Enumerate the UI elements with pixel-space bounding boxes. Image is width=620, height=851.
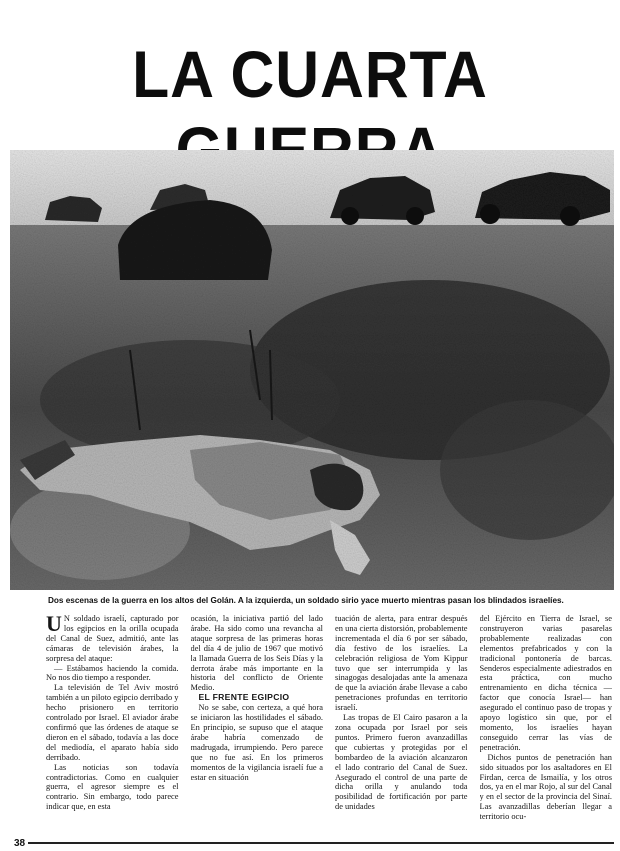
footer-rule bbox=[28, 842, 614, 844]
paragraph: La televisión de Tel Aviv mostró también a un piloto egipcio derribado y hecho prisionero en territorio controlado por Israel. El aviador árabe confirmó que las órdenes de ataque se dieron en el sábado, todavía a las doce del mediodía, el aparato había sido derribado. bbox=[46, 683, 179, 762]
paragraph: — Estábamos haciendo la comida. No nos dio tiempo a responder. bbox=[46, 663, 179, 683]
desert-battlefield-photo-icon bbox=[10, 150, 614, 590]
article-column-2 bbox=[191, 614, 324, 836]
paragraph: tuación de alerta, para entrar después en una cierta distorsión, probablemente incrementada el día 6 por ser sábado, día festivo de los israelíes. La celebración religiosa de Yom Kippur tuvo que ser interrumpida y las sinagogas desalojadas ante la amenaza de que la aviación árabe llevase a cabo penetraciones profundas en territorio israelí. bbox=[335, 614, 468, 713]
article-column-4 bbox=[480, 614, 613, 836]
paragraph: ocasión, la iniciativa partió del lado árabe. Ha sido como una revancha al ataque sorpresa de las primeras horas del día 4 de julio de 1967 que motivó la llamada Guerra de los Seis Días y la derrota árabe más importante en la historia del conflicto de Oriente Medio. bbox=[190, 614, 323, 693]
photo-caption: Dos escenas de la guerra en los altos del Golán. A la izquierda, un soldado sirio yace muerto mientras pasan los blindados israelíes. bbox=[48, 596, 564, 605]
section-subhead: EL FRENTE EGIPCIO bbox=[198, 692, 290, 703]
paragraph: N soldado israelí, capturado por los egipcios en la orilla ocupada del Canal de Suez, admitió, ante las cámaras de televisión árabes, la sorpresa del ataque: bbox=[46, 614, 179, 663]
page-number: 38 bbox=[14, 838, 26, 849]
article-column-1 bbox=[46, 614, 179, 836]
page-headline: LA CUARTA bbox=[132, 37, 488, 111]
dropcap: U bbox=[46, 614, 62, 636]
war-photo bbox=[10, 150, 614, 590]
article-column-3 bbox=[335, 614, 468, 836]
paragraph: Las tropas de El Cairo pasaron a la zona ocupada por Israel por seis puntos. Primero fueron avanzadillas que cubiertas y protegidas por el bombardeo de la aviación alcanzaron el lado contrario del Canal de Suez. Asegurado el control de una parte de dicha orilla y anulando toda posibilidad de fortificación por parte de unidades bbox=[335, 713, 468, 812]
paragraph: del Ejército en Tierra de Israel, se construyeron varias pasarelas probablemente realizadas con elementos prefabricados y con la tradicional pontonería de barcas. Senderos especialmente adiestrados en esta práctica, con mucho entrenamiento en dicha técnica —factor que conocía Israel— han asegurado el continuo paso de tropas y apoyo logístico sin que, por el momento, los israelíes hayan conseguido cerrar las vías de penetración. bbox=[479, 614, 612, 752]
article-body bbox=[46, 614, 612, 836]
paragraph: No se sabe, con certeza, a qué hora se iniciaron las hostilidades el sábado. En principio, se supuso que el ataque árabe habría comenzado de madrugada, irrumpiendo. Pero parece que no fue así. En los primeros momentos de la vigilancia israelí fue a estar en situación bbox=[190, 703, 323, 782]
paragraph: Dichos puntos de penetración han sido situados por los asaltadores en El Firdan, cerca de Ismailía, y los otros dos, ya en el mar Rojo, al sur del Canal y en el sector de la provincia del Sinaí. Las avanzadillas deberían llegar a territorio ocu- bbox=[479, 752, 612, 822]
paragraph: Las noticias son todavía contradictorias. Como en cualquier guerra, el agresor siempre es el contrario. Sin embargo, todo parece indicar que, en esta bbox=[46, 762, 179, 812]
